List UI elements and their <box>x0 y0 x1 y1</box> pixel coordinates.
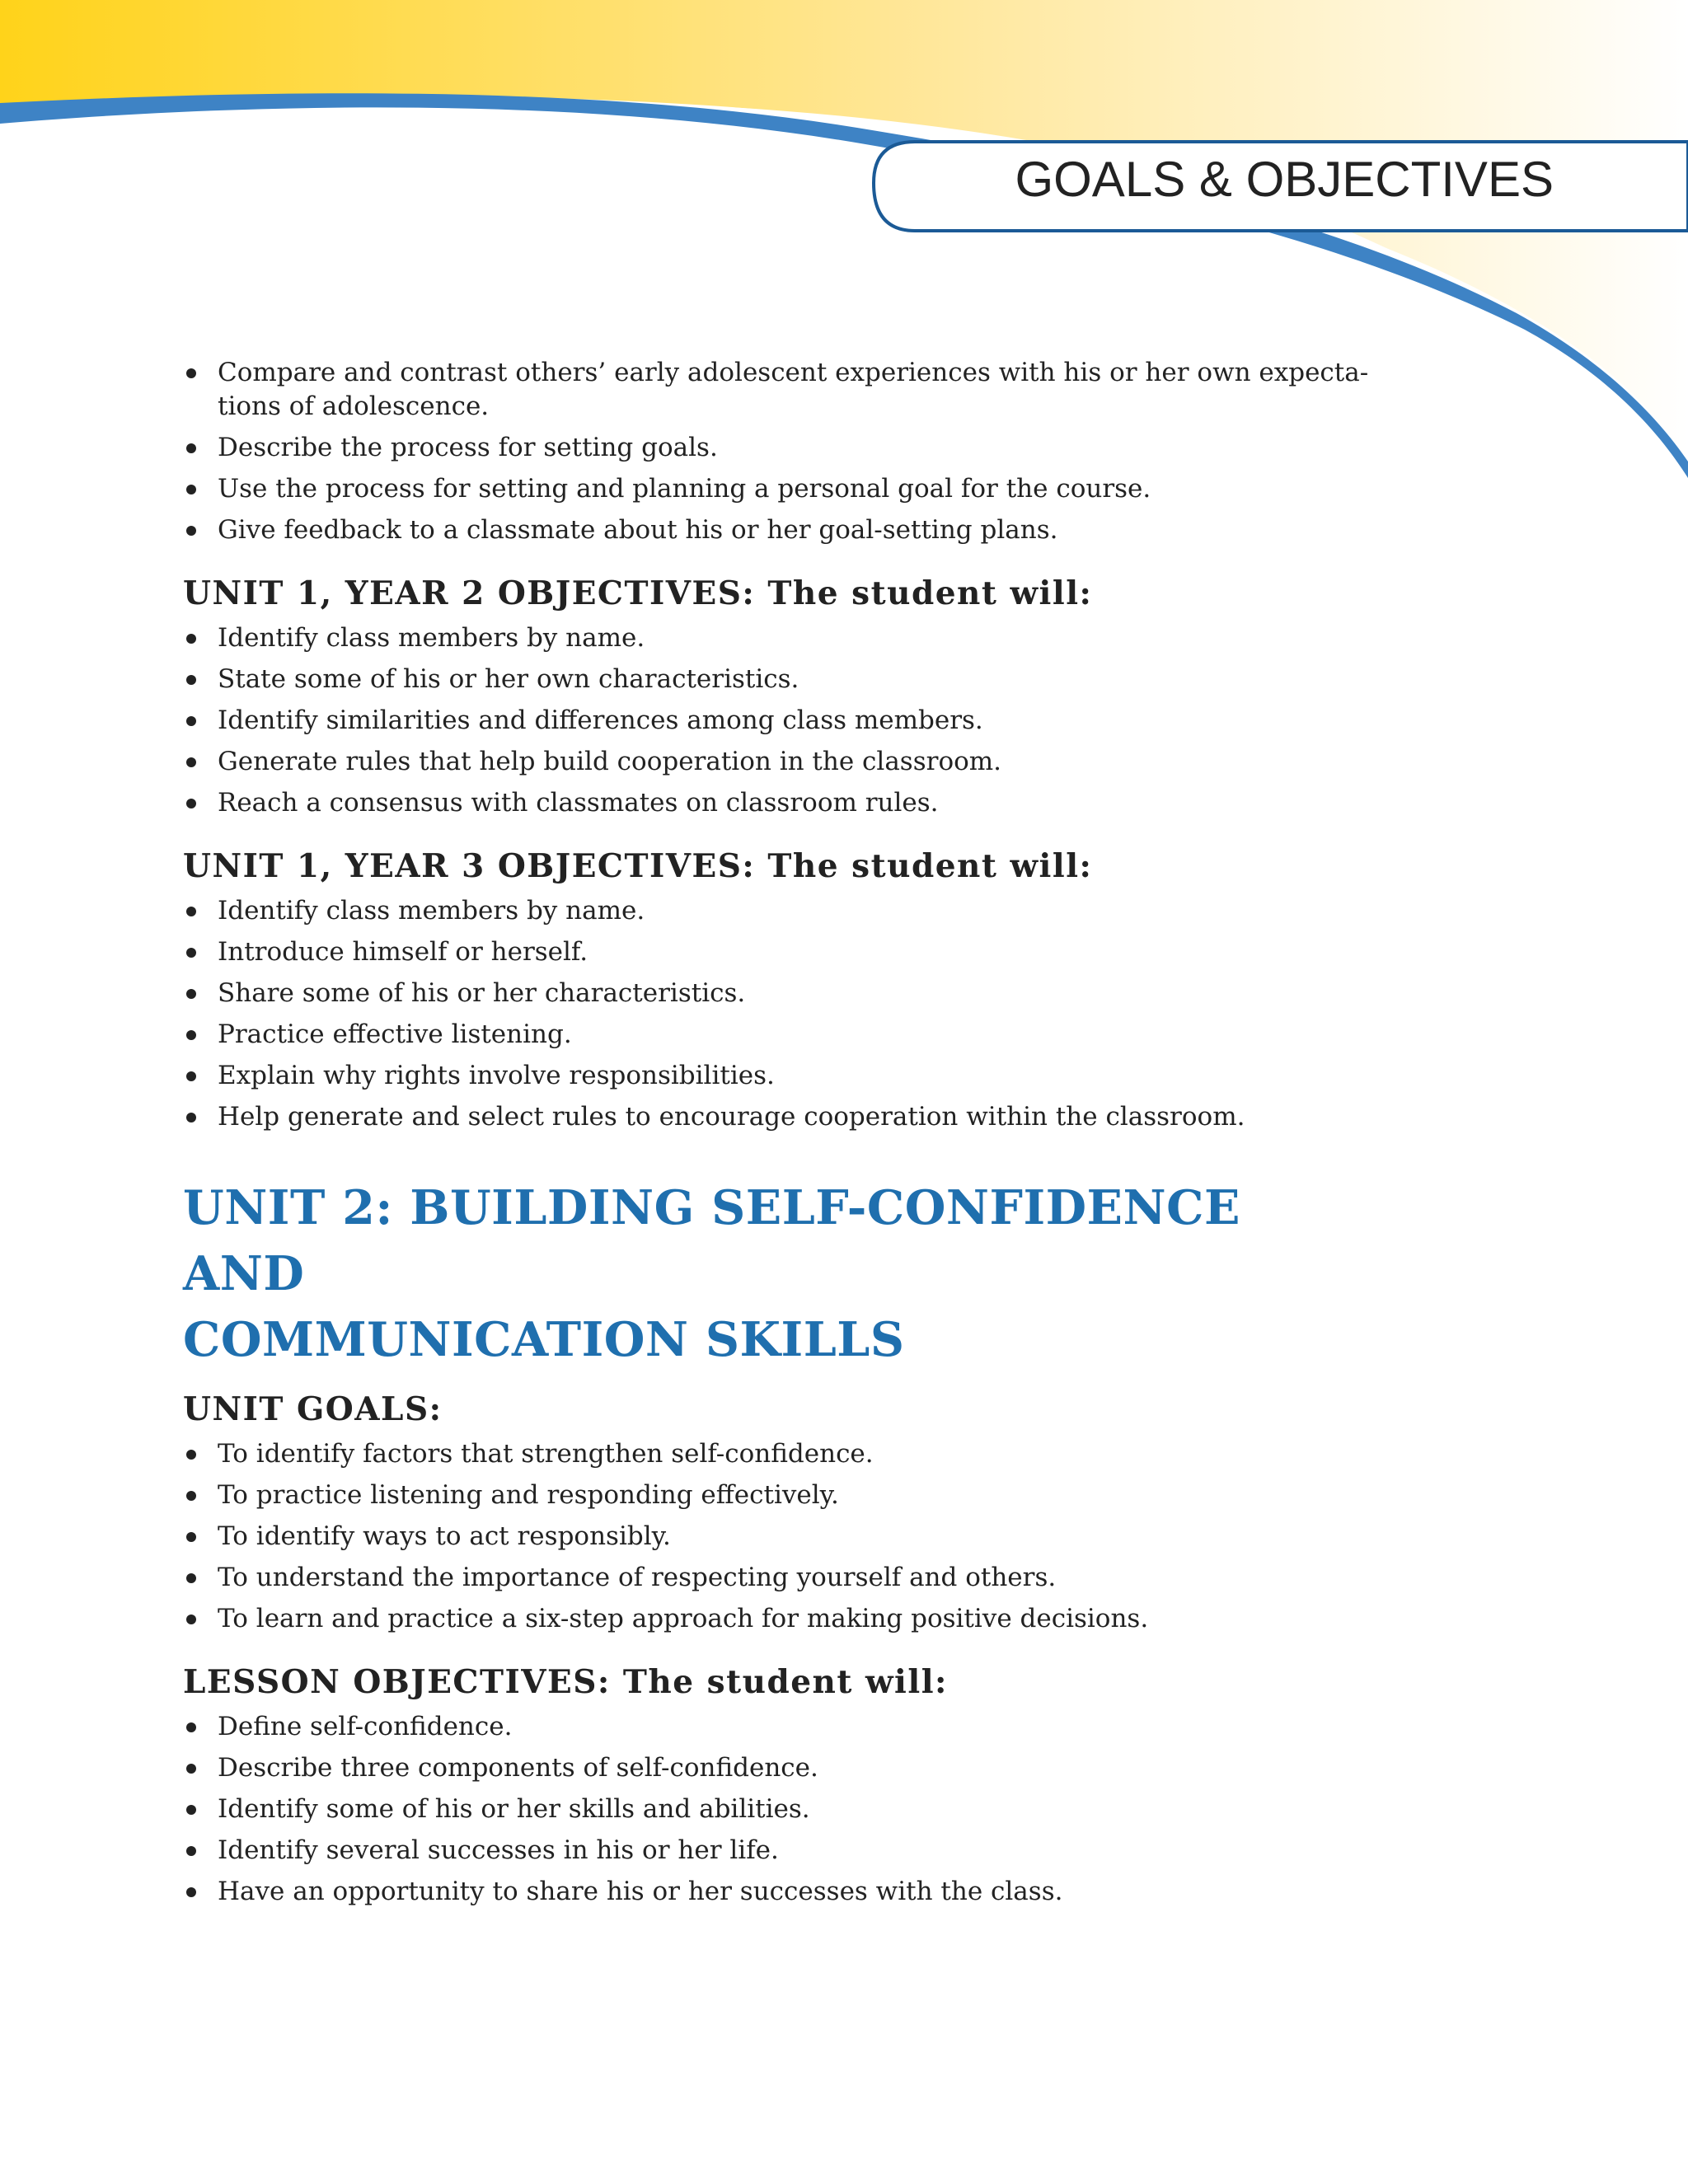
list-item: Describe three components of self-confidence. <box>183 1751 1370 1785</box>
unit2-title-line1: UNIT 2: BUILDING SELF-CONFIDENCE AND <box>183 1180 1240 1301</box>
intro-objectives-list <box>183 356 1370 547</box>
page-content <box>183 356 1370 1916</box>
list-item: Identify class members by name. <box>183 894 1370 928</box>
section-title: GOALS & OBJECTIVES <box>1015 152 1554 207</box>
unit-goals-list <box>183 1437 1370 1636</box>
list-item: Use the process for setting and planning a personal goal for the course. <box>183 472 1370 506</box>
list-item: Reach a consensus with classmates on classroom rules. <box>183 786 1370 820</box>
list-item: Identify class members by name. <box>183 621 1370 655</box>
list-item: Define self-confidence. <box>183 1710 1370 1744</box>
list-item: To identify factors that strengthen self-confidence. <box>183 1437 1370 1471</box>
list-item: Practice effective listening. <box>183 1018 1370 1052</box>
list-item: Have an opportunity to share his or her successes with the class. <box>183 1875 1370 1909</box>
list-item: Generate rules that help build cooperation in the classroom. <box>183 745 1370 779</box>
list-item: Explain why rights involve responsibilities. <box>183 1059 1370 1093</box>
list-item: Introduce himself or herself. <box>183 935 1370 969</box>
year2-objectives-heading: UNIT 1, YEAR 2 OBJECTIVES: The student will: <box>183 574 1093 612</box>
lesson-objectives-list <box>183 1710 1370 1909</box>
list-item: Identify similarities and differences among class members. <box>183 704 1370 738</box>
list-item: Identify some of his or her skills and abilities. <box>183 1793 1370 1826</box>
unit2-title <box>183 1175 1370 1373</box>
year3-objectives-list <box>183 894 1370 1134</box>
list-item: Compare and contrast others’ early adolescent experiences with his or her own expecta- tions of adolescence. <box>183 356 1370 424</box>
list-item: To understand the importance of respecting yourself and others. <box>183 1561 1370 1595</box>
year3-objectives-heading: UNIT 1, YEAR 3 OBJECTIVES: The student will: <box>183 847 1093 885</box>
lesson-objectives-heading: LESSON OBJECTIVES: The student will: <box>183 1663 948 1701</box>
list-item: To identify ways to act responsibly. <box>183 1520 1370 1554</box>
list-item: Help generate and select rules to encourage cooperation within the classroom. <box>183 1100 1370 1134</box>
list-item: To learn and practice a six-step approach for making positive decisions. <box>183 1602 1370 1636</box>
year2-objectives-list <box>183 621 1370 820</box>
list-item: Describe the process for setting goals. <box>183 431 1370 465</box>
list-item: Share some of his or her characteristics. <box>183 977 1370 1010</box>
list-item: State some of his or her own characteristics. <box>183 663 1370 696</box>
list-item: Identify several successes in his or her life. <box>183 1834 1370 1868</box>
unit-goals-heading: UNIT GOALS: <box>183 1390 443 1428</box>
unit2-title-line2: COMMUNICATION SKILLS <box>183 1312 905 1367</box>
list-item: Give feedback to a classmate about his or her goal-setting plans. <box>183 513 1370 547</box>
list-item: To practice listening and responding effectively. <box>183 1479 1370 1512</box>
